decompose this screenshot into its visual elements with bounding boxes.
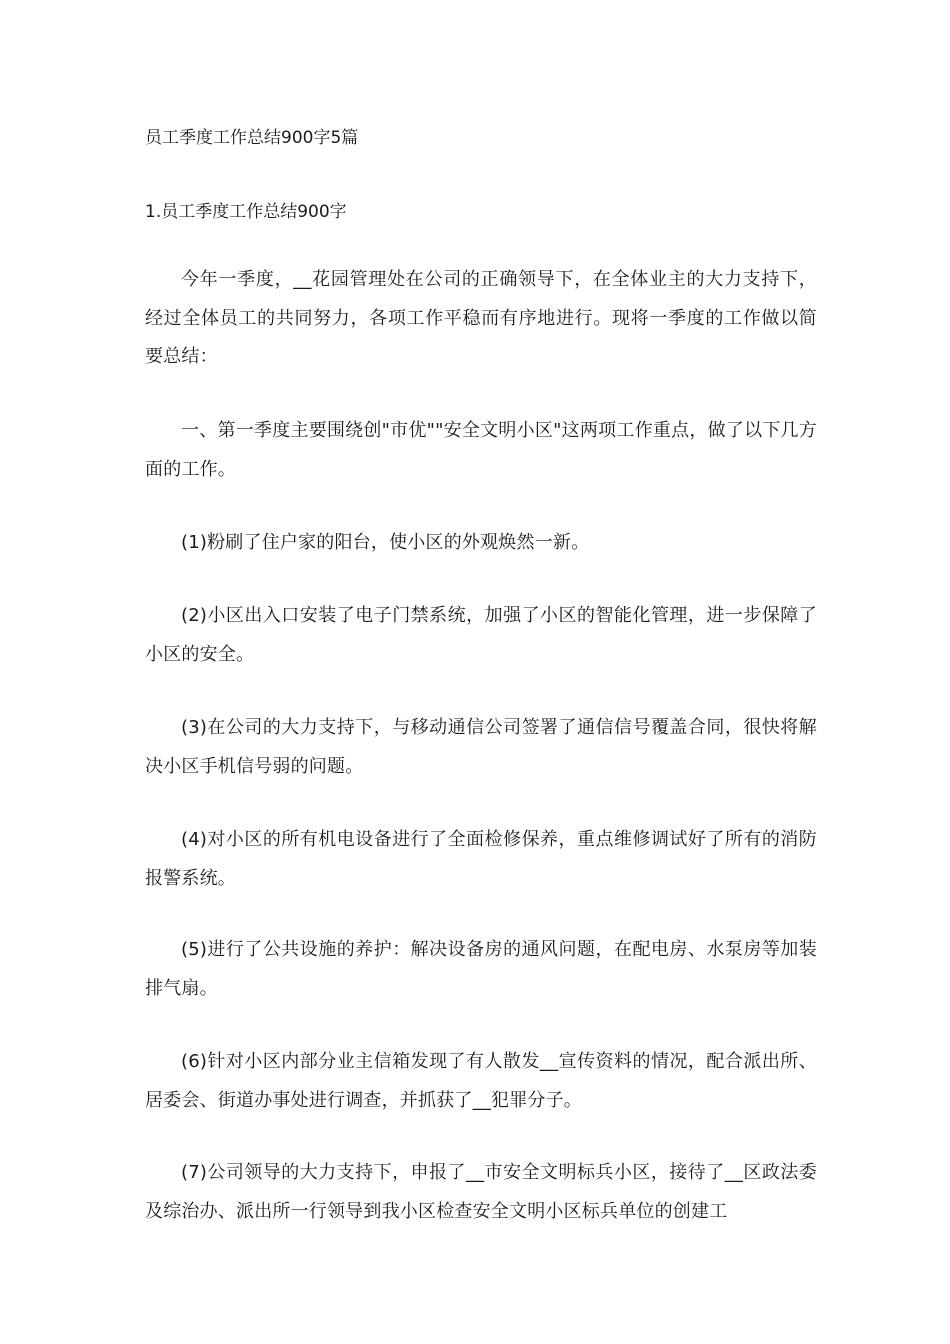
paragraph-item-7: (7)公司领导的大力支持下，申报了__市安全文明标兵小区，接待了__区政法委及综治办、派出所一行领导到我小区检查安全文明小区标兵单位的创建工 [145, 1162, 817, 1222]
paragraph-item-2: (2)小区出入口安装了电子门禁系统，加强了小区的智能化管理，进一步保障了小区的安全。 [145, 605, 817, 665]
paragraph-item-3: (3)在公司的大力支持下，与移动通信公司签署了通信信号覆盖合同，很快将解决小区手机信号弱的问题。 [145, 717, 817, 777]
paragraph-item-1: (1)粉刷了住户家的阳台，使小区的外观焕然一新。 [181, 532, 590, 553]
paragraph-section-one: 一、第一季度主要围绕创"市优""安全文明小区"这两项工作重点，做了以下几方面的工作。 [145, 420, 817, 480]
paragraph-item-6: (6)针对小区内部分业主信箱发现了有人散发__宣传资料的情况，配合派出所、居委会、街道办事处进行调查，并抓获了__犯罪分子。 [145, 1051, 817, 1111]
paragraph-intro: 今年一季度，__花园管理处在公司的正确领导下，在全体业主的大力支持下，经过全体员工的共同努力，各项工作平稳而有序地进行。现将一季度的工作做以简要总结： [145, 269, 817, 367]
section-heading: 1.员工季度工作总结900字 [145, 202, 347, 222]
paragraph-item-5: (5)进行了公共设施的养护：解决设备房的通风问题，在配电房、水泵房等加装排气扇。 [145, 939, 817, 999]
document-title: 员工季度工作总结900字5篇 [145, 128, 359, 148]
paragraph-item-4: (4)对小区的所有机电设备进行了全面检修保养，重点维修调试好了所有的消防报警系统。 [145, 829, 817, 889]
